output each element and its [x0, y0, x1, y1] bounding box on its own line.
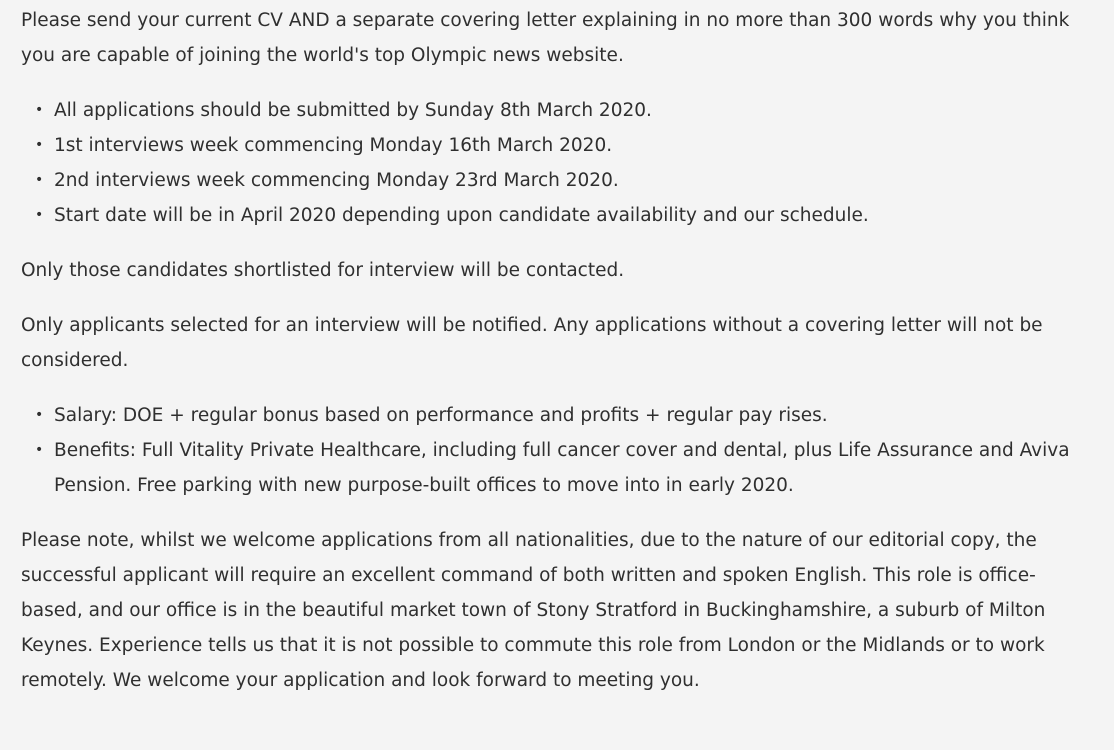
bullet-icon: • [35, 137, 44, 153]
list-item: • Benefits: Full Vitality Private Healthcare, including full cancer cover and dental, plus Life Assurance and Aviva Pension. Free parking with new purpose-built offices to move into in early 2020. [21, 433, 1081, 503]
list-item: • 2nd interviews week commencing Monday 23rd March 2020. [21, 163, 1081, 198]
bullet-icon: • [35, 172, 44, 188]
list-item: • All applications should be submitted by Sunday 8th March 2020. [21, 93, 1081, 128]
list-item: • Start date will be in April 2020 depending upon candidate availability and our schedule. [21, 198, 1081, 233]
list-item: • 1st interviews week commencing Monday 16th March 2020. [21, 128, 1081, 163]
benefits-list [21, 398, 1081, 503]
closing-paragraph: Please note, whilst we welcome applications from all nationalities, due to the nature of our editorial copy, the successful applicant will require an excellent command of both written and spoken English. This role is office-based, and our office is in the beautiful market town of Stony Stratford in Buckinghamshire, a suburb of Milton Keynes. Experience tells us that it is not possible to commute this role from London or the Midlands or to work remotely. We welcome your application and look forward to meeting you. [21, 530, 1046, 691]
bullet-icon: • [35, 102, 44, 118]
intro-paragraph: Please send your current CV AND a separate covering letter explaining in no more than 300 words why you think you are capable of joining the world's top Olympic news website. [21, 10, 1070, 66]
notification-paragraph: Only applicants selected for an interview will be notified. Any applications without a covering letter will not be considered. [21, 315, 1043, 371]
list-item: • Salary: DOE + regular bonus based on performance and profits + regular pay rises. [21, 398, 1081, 433]
dates-list [21, 93, 1081, 233]
bullet-icon: • [35, 407, 44, 423]
bullet-icon: • [35, 442, 44, 458]
shortlist-paragraph: Only those candidates shortlisted for interview will be contacted. [21, 260, 625, 281]
bullet-icon: • [35, 207, 44, 223]
job-posting-content [21, 3, 1081, 698]
